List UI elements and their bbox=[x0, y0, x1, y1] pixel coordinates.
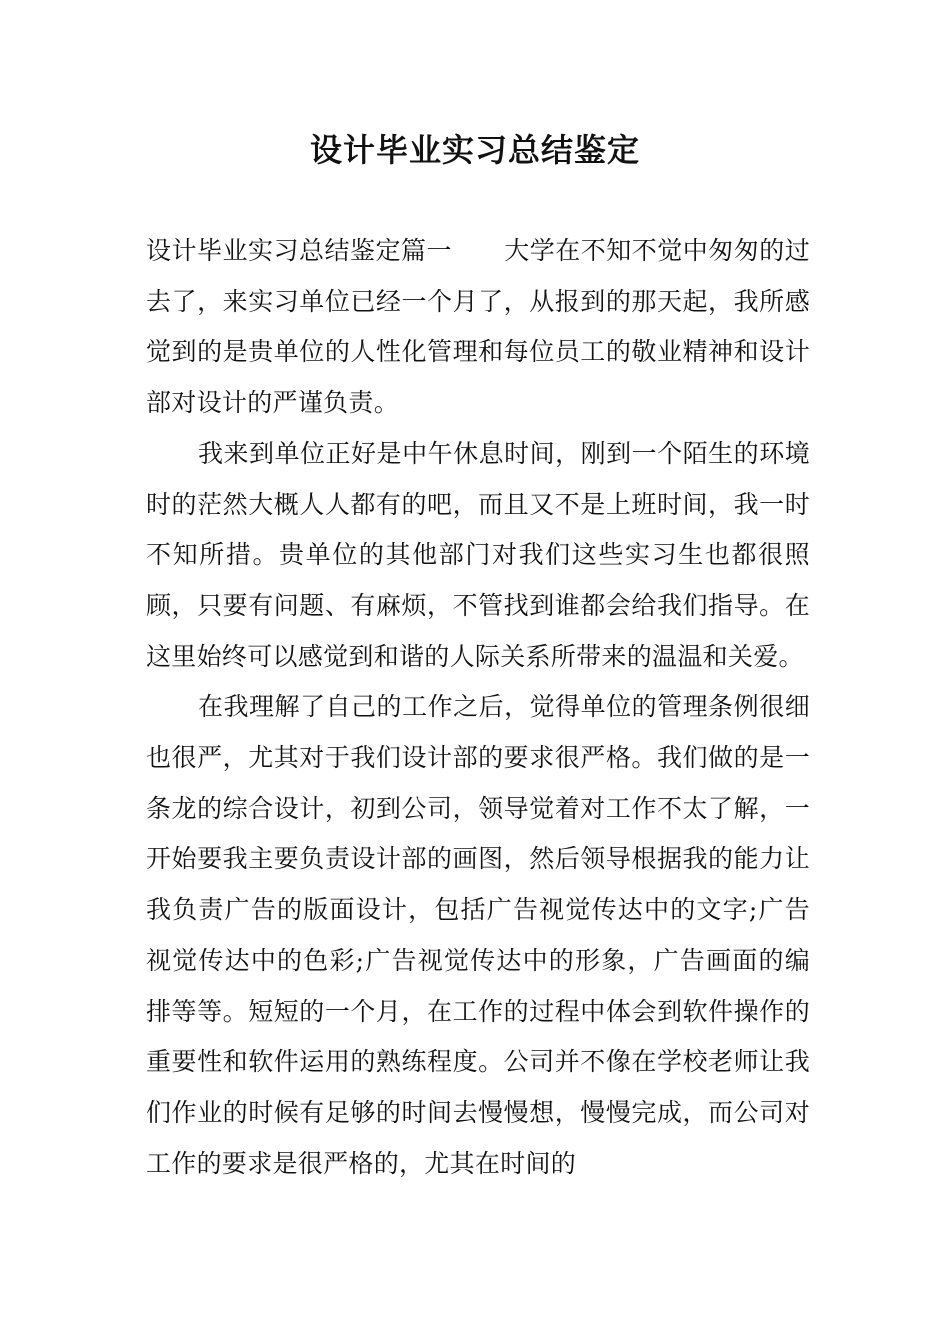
document-body bbox=[146, 226, 810, 1189]
paragraph-1 bbox=[146, 226, 810, 429]
paragraph-1-text: 大学在不知不觉中匆匆的过去了，来实习单位已经一个月了，从报到的那天起，我所感觉到的是贵单位的人性化管理和每位员工的敬业精神和设计部对设计的严谨负责。 bbox=[146, 236, 810, 418]
paragraph-2: 我来到单位正好是中午休息时间，刚到一个陌生的环境时的茫然大概人人都有的吧，而且又不是上班时间，我一时不知所措。贵单位的其他部门对我们这些实习生也都很照顾，只要有问题、有麻烦，不管找到谁都会给我们指导。在这里始终可以感觉到和谐的人际关系所带来的温温和关爱。 bbox=[146, 438, 810, 671]
paragraph-3: 在我理解了自己的工作之后，觉得单位的管理条例很细也很严，尤其对于我们设计部的要求很严格。我们做的是一条龙的综合设计，初到公司，领导觉着对工作不太了解，一开始要我主要负责设计部的画图，然后领导根据我的能力让我负责广告的版面设计，包括广告视觉传达中的文字;广告视觉传达中的色彩;广告视觉传达中的形象，广告画面的编排等等。短短的一个月，在工作的过程中体会到软件操作的重要性和软件运用的熟练程度。公司并不像在学校老师让我们作业的时候有足够的时间去慢慢想，慢慢完成，而公司对工作的要求是很严格的，尤其在时间的 bbox=[146, 692, 810, 1178]
section-heading: 设计毕业实习总结鉴定篇一 bbox=[146, 236, 452, 265]
document-title: 设计毕业实习总结鉴定 bbox=[309, 131, 640, 169]
